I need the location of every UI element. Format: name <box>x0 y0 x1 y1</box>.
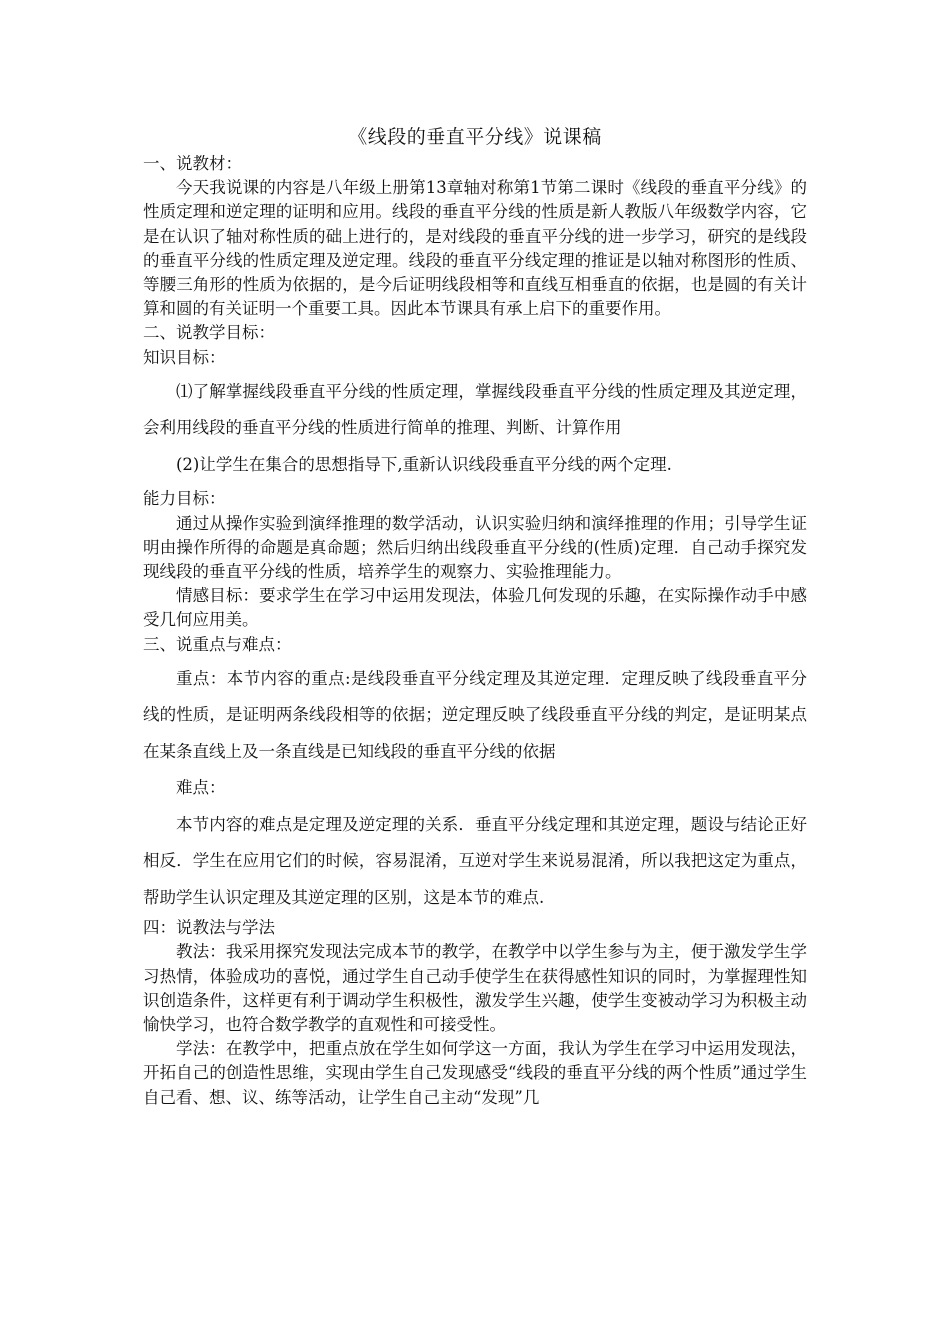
paragraph-ability: 通过从操作实验到演绎推理的数学活动，认识实验归纳和演绎推理的作用；引导学生证明由操作所得的命题是真命题；然后归纳出线段垂直平分线的(性质)定理．自己动手探究发现线段的垂直平分线的性质，培养学生的观察力、实验推理能力。 <box>143 513 807 581</box>
paragraph-key-points: 重点：本节内容的重点:是线段垂直平分线定理及其逆定理．定理反映了线段垂直平分线的性质，是证明两条线段相等的依据；逆定理反映了线段垂直平分线的判定，是证明某点在某条直线上及一条直线是已知线段的垂直平分线的依据 <box>143 668 807 761</box>
paragraph-knowledge-1: ⑴了解掌握线段垂直平分线的性质定理，掌握线段垂直平分线的性质定理及其逆定理， 会利用线段的垂直平分线的性质进行简单的推理、判断、计算作用 <box>143 381 807 438</box>
section-heading-methods: 四：说教法与学法 <box>143 918 275 938</box>
section-heading-key-difficult: 三、说重点与难点： <box>143 634 292 654</box>
paragraph-teaching-method: 教法：我采用探究发现法完成本节的教学，在教学中以学生参与为主，便于激发学生学习热情，体验成功的喜悦，通过学生自己动手使学生在获得感性知识的同时，为掌握理性知识创造条件，这样更有利于调动学生积极性，激发学生兴趣，使学生变被动学习为积极主动愉快学习，也符合数学教学的直观性和可接受性。 <box>143 942 807 1035</box>
paragraph-textbook: 今天我说课的内容是八年级上册第13章轴对称第1节第二课时《线段的垂直平分线》的性质定理和逆定理的证明和应用。线段的垂直平分线的性质是新人教版八年级数学内容，它是在认识了轴对称性质的础上进行的，是对线段的垂直平分线的进一步学习，研究的是线段的垂直平分线的性质定理及逆定理。线段的垂直平分线定理的推证是以轴对称图形的性质、等腰三角形的性质为依据的，是今后证明线段相等和直线互相垂直的依据，也是圆的有关计算和圆的有关证明一个重要工具。因此本节课具有承上启下的重要作用。 <box>143 178 807 319</box>
paragraph-difficult-points: 本节内容的难点是定理及逆定理的关系．垂直平分线定理和其逆定理，题设与结论正好相反．学生在应用它们的时候，容易混淆，互逆对学生来说易混淆，所以我把这定为重点，帮助学生认识定理及其逆定理的区别，这是本节的难点. <box>143 814 807 907</box>
paragraph-learning-method: 学法：在教学中，把重点放在学生如何学这一方面，我认为学生在学习中运用发现法，开拓自己的创造性思维，实现由学生自己发现感受“线段的垂直平分线的两个性质”通过学生自己看、想、议、练等活动，让学生自己主动“发现”几 <box>143 1039 807 1107</box>
label-difficult-points: 难点： <box>176 778 226 798</box>
paragraph-emotion: 情感目标：要求学生在学习中运用发现法，体验几何发现的乐趣，在实际操作动手中感受几何应用美。 <box>143 586 807 630</box>
subheading-ability-objectives: 能力目标： <box>143 489 226 509</box>
document-page <box>143 124 807 1110</box>
section-heading-objectives: 二、说教学目标： <box>143 323 275 343</box>
section-heading-textbook: 一、说教材： <box>143 154 242 173</box>
subheading-knowledge-objectives: 知识目标： <box>143 347 226 367</box>
paragraph-knowledge-2: (2)让学生在集合的思想指导下,重新认识线段垂直平分线的两个定理. <box>176 454 672 474</box>
page-title: 《线段的垂直平分线》说课稿 <box>348 126 602 148</box>
